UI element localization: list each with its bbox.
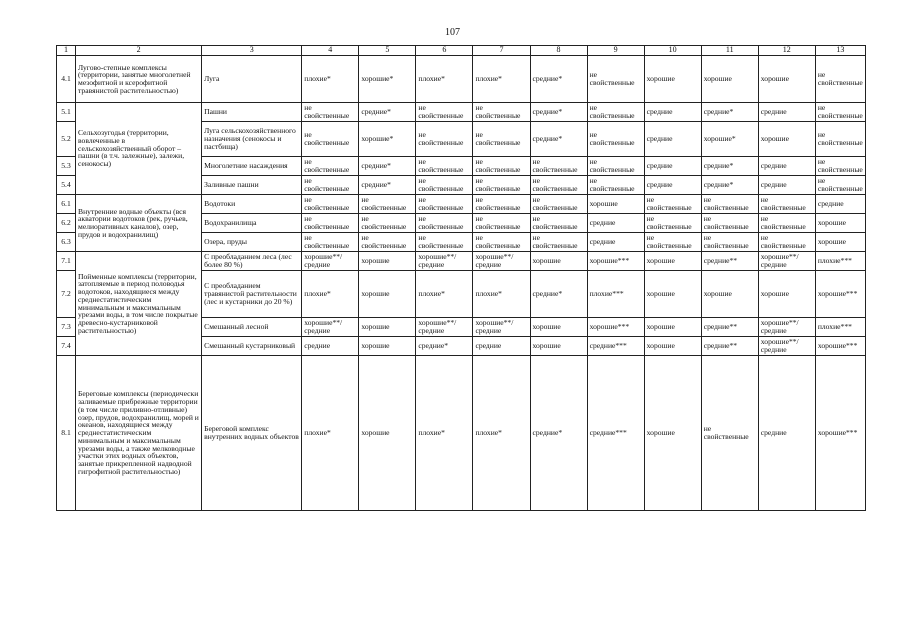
- rating-cell: средние*: [359, 157, 416, 176]
- rating-cell: хорошие: [815, 214, 865, 233]
- complex-group-cell: Береговые комплексы (периодически заливаемые прибрежные территории (в том числе приливно-отливные) озер, прудов, водохранилищ, морей и океанов, находящиеся между среднестатистическим минимальным и максимальным урезами воды, а также мелководные участки этих водных объектов, занятые прикрепленной надводной гигрофитной растительностью): [76, 356, 202, 511]
- header-row: [57, 46, 866, 56]
- rating-cell: хорошие*: [701, 122, 758, 157]
- rating-cell: хорошие**/ средние: [416, 318, 473, 337]
- habitat-type-cell: Луга сельскохозяйственного назначения (сенокосы и пастбища): [202, 122, 302, 157]
- habitat-type-cell: Луга: [202, 56, 302, 103]
- row-number: 7.3: [57, 318, 76, 337]
- rating-cell: не свойственные: [302, 176, 359, 195]
- rating-cell: средние*: [530, 56, 587, 103]
- rating-cell: хорошие: [530, 252, 587, 271]
- row-number: 5.4: [57, 176, 76, 195]
- rating-cell: не свойственные: [644, 195, 701, 214]
- table-row: [57, 356, 866, 511]
- rating-cell: не свойственные: [758, 195, 815, 214]
- rating-cell: не свойственные: [302, 103, 359, 122]
- rating-cell: хорошие: [815, 233, 865, 252]
- col-header: 1: [57, 46, 76, 56]
- row-number: 5.3: [57, 157, 76, 176]
- rating-cell: средние: [587, 214, 644, 233]
- rating-cell: хорошие: [530, 337, 587, 356]
- rating-cell: не свойственные: [416, 157, 473, 176]
- rating-cell: не свойственные: [701, 195, 758, 214]
- rating-cell: средние: [758, 103, 815, 122]
- row-number: 7.1: [57, 252, 76, 271]
- rating-cell: хорошие: [359, 318, 416, 337]
- habitat-type-cell: Пашни: [202, 103, 302, 122]
- rating-cell: средние**: [701, 337, 758, 356]
- row-number: 7.4: [57, 337, 76, 356]
- habitat-type-cell: Многолетние насаждения: [202, 157, 302, 176]
- rating-cell: средние*: [530, 271, 587, 318]
- rating-cell: хорошие: [644, 252, 701, 271]
- rating-cell: плохие*: [473, 56, 530, 103]
- rating-cell: не свойственные: [416, 195, 473, 214]
- rating-cell: не свойственные: [473, 122, 530, 157]
- col-header: 5: [359, 46, 416, 56]
- table-row: [57, 195, 866, 214]
- row-number: 4.1: [57, 56, 76, 103]
- row-number: 6.2: [57, 214, 76, 233]
- habitat-type-cell: Заливные пашни: [202, 176, 302, 195]
- rating-cell: хорошие: [644, 337, 701, 356]
- rating-cell: средние: [644, 176, 701, 195]
- rating-cell: не свойственные: [587, 176, 644, 195]
- rating-cell: плохие*: [416, 271, 473, 318]
- habitat-type-cell: Водохранилища: [202, 214, 302, 233]
- rating-cell: не свойственные: [758, 233, 815, 252]
- rating-cell: средние: [758, 176, 815, 195]
- rating-cell: не свойственные: [587, 56, 644, 103]
- rating-cell: хорошие: [758, 122, 815, 157]
- rating-cell: хорошие*: [359, 122, 416, 157]
- rating-cell: не свойственные: [473, 214, 530, 233]
- col-header: 8: [530, 46, 587, 56]
- rating-cell: хорошие***: [815, 337, 865, 356]
- rating-cell: хорошие: [359, 252, 416, 271]
- row-number: 8.1: [57, 356, 76, 511]
- rating-cell: хорошие: [701, 271, 758, 318]
- rating-cell: средние: [587, 233, 644, 252]
- habitat-type-cell: Озера, пруды: [202, 233, 302, 252]
- habitat-type-cell: Водотоки: [202, 195, 302, 214]
- rating-cell: не свойственные: [473, 233, 530, 252]
- rating-cell: средние*: [701, 103, 758, 122]
- rating-cell: средние*: [416, 337, 473, 356]
- rating-cell: не свойственные: [416, 214, 473, 233]
- rating-cell: не свойственные: [473, 103, 530, 122]
- rating-cell: не свойственные: [644, 233, 701, 252]
- rating-cell: не свойственные: [701, 356, 758, 511]
- rating-cell: не свойственные: [587, 122, 644, 157]
- rating-cell: средние: [644, 122, 701, 157]
- row-number: 6.3: [57, 233, 76, 252]
- rating-cell: не свойственные: [530, 176, 587, 195]
- rating-cell: средние: [644, 157, 701, 176]
- rating-cell: средние*: [701, 176, 758, 195]
- rating-cell: не свойственные: [815, 122, 865, 157]
- habitat-type-cell: С преобладанием травянистой растительности (лес и кустарники до 20 %): [202, 271, 302, 318]
- rating-cell: средние: [644, 103, 701, 122]
- col-header: 4: [302, 46, 359, 56]
- row-number: 7.2: [57, 271, 76, 318]
- rating-cell: плохие*: [473, 356, 530, 511]
- rating-cell: средние*: [359, 103, 416, 122]
- rating-cell: не свойственные: [815, 176, 865, 195]
- habitat-type-cell: Береговой комплекс внутренних водных объектов: [202, 356, 302, 511]
- rating-cell: не свойственные: [701, 233, 758, 252]
- rating-cell: средние: [758, 157, 815, 176]
- rating-cell: хорошие: [644, 271, 701, 318]
- rating-cell: не свойственные: [359, 214, 416, 233]
- rating-cell: средние*: [359, 176, 416, 195]
- rating-cell: не свойственные: [302, 214, 359, 233]
- rating-cell: не свойственные: [416, 233, 473, 252]
- rating-cell: хорошие: [758, 56, 815, 103]
- rating-cell: не свойственные: [359, 195, 416, 214]
- rating-cell: хорошие**/ средние: [758, 252, 815, 271]
- rating-cell: хорошие***: [815, 271, 865, 318]
- row-number: 6.1: [57, 195, 76, 214]
- rating-cell: плохие*: [416, 56, 473, 103]
- rating-cell: хорошие: [359, 337, 416, 356]
- rating-cell: хорошие: [359, 271, 416, 318]
- rating-cell: средние**: [701, 318, 758, 337]
- rating-cell: хорошие**/ средние: [302, 318, 359, 337]
- rating-cell: средние*: [530, 122, 587, 157]
- rating-cell: хорошие: [587, 195, 644, 214]
- rating-cell: средние***: [587, 356, 644, 511]
- rating-cell: не свойственные: [416, 103, 473, 122]
- rating-cell: средние: [758, 356, 815, 511]
- complex-group-cell: Сельхозугодья (территории, вовлеченные в сельскохозяйственный оборот – пашни (в т.ч. залежные), залежи, сенокосы): [76, 103, 202, 195]
- rating-cell: хорошие***: [815, 356, 865, 511]
- row-number: 5.2: [57, 122, 76, 157]
- rating-cell: не свойственные: [644, 214, 701, 233]
- col-header: 6: [416, 46, 473, 56]
- col-header: 11: [701, 46, 758, 56]
- rating-cell: хорошие**/ средние: [473, 252, 530, 271]
- rating-cell: не свойственные: [473, 176, 530, 195]
- rating-cell: средние**: [701, 252, 758, 271]
- rating-cell: хорошие***: [587, 318, 644, 337]
- rating-cell: не свойственные: [530, 157, 587, 176]
- rating-cell: хорошие: [644, 318, 701, 337]
- col-header: 9: [587, 46, 644, 56]
- rating-cell: плохие*: [302, 56, 359, 103]
- rating-cell: хорошие**/ средние: [473, 318, 530, 337]
- rating-cell: плохие***: [815, 318, 865, 337]
- rating-cell: не свойственные: [758, 214, 815, 233]
- rating-cell: не свойственные: [815, 157, 865, 176]
- rating-cell: плохие***: [587, 271, 644, 318]
- rating-cell: не свойственные: [302, 195, 359, 214]
- rating-cell: не свойственные: [359, 233, 416, 252]
- rating-cell: средние: [302, 337, 359, 356]
- col-header: 10: [644, 46, 701, 56]
- rating-cell: не свойственные: [587, 103, 644, 122]
- col-header: 12: [758, 46, 815, 56]
- rating-cell: средние*: [530, 356, 587, 511]
- complex-group-cell: Пойменные комплексы (территории, затопляемые в период половодья водотоков, находящиеся между среднестатистическим минимальным и максимальным урезами воды, в том числе покрытые древесно-кустарниковой растительностью): [76, 252, 202, 356]
- rating-cell: плохие*: [473, 271, 530, 318]
- rating-cell: плохие***: [815, 252, 865, 271]
- rating-cell: средние: [815, 195, 865, 214]
- table-row: [57, 56, 866, 103]
- table-row: [57, 252, 866, 271]
- page-number: 107: [445, 27, 460, 38]
- assessment-table: [56, 45, 866, 511]
- rating-cell: хорошие**/ средние: [416, 252, 473, 271]
- rating-cell: хорошие*: [359, 56, 416, 103]
- rating-cell: средние: [473, 337, 530, 356]
- complex-group-cell: Лугово-степные комплексы (территории, занятые многолетней мезофитной и ксерофитной травянистой растительностью): [76, 56, 202, 103]
- rating-cell: плохие*: [416, 356, 473, 511]
- rating-cell: не свойственные: [587, 157, 644, 176]
- rating-cell: не свойственные: [473, 157, 530, 176]
- rating-cell: не свойственные: [530, 233, 587, 252]
- rating-cell: плохие*: [302, 271, 359, 318]
- col-header: 7: [473, 46, 530, 56]
- rating-cell: хорошие: [359, 356, 416, 511]
- col-header: 13: [815, 46, 865, 56]
- col-header: 3: [202, 46, 302, 56]
- rating-cell: хорошие**/ средние: [758, 318, 815, 337]
- rating-cell: не свойственные: [815, 103, 865, 122]
- rating-cell: хорошие: [644, 356, 701, 511]
- rating-cell: не свойственные: [302, 122, 359, 157]
- rating-cell: хорошие**/ средние: [302, 252, 359, 271]
- rating-cell: хорошие: [530, 318, 587, 337]
- rating-cell: не свойственные: [302, 157, 359, 176]
- rating-cell: плохие*: [302, 356, 359, 511]
- rating-cell: не свойственные: [473, 195, 530, 214]
- rating-cell: средние*: [701, 157, 758, 176]
- habitat-type-cell: Смешанный кустарниковый: [202, 337, 302, 356]
- habitat-type-cell: Смешанный лесной: [202, 318, 302, 337]
- rating-cell: средние***: [587, 337, 644, 356]
- rating-cell: не свойственные: [530, 195, 587, 214]
- rating-cell: хорошие: [701, 56, 758, 103]
- complex-group-cell: Внутренние водные объекты (вся акватории водотоков (рек, ручьев, мелиоративных каналов), озер, прудов и водохранилищ): [76, 195, 202, 252]
- rating-cell: не свойственные: [302, 233, 359, 252]
- rating-cell: хорошие: [758, 271, 815, 318]
- rating-cell: хорошие**/ средние: [758, 337, 815, 356]
- rating-cell: хорошие: [644, 56, 701, 103]
- rating-cell: не свойственные: [815, 56, 865, 103]
- table-row: [57, 103, 866, 122]
- habitat-type-cell: С преобладанием леса (лес более 80 %): [202, 252, 302, 271]
- col-header: 2: [76, 46, 202, 56]
- rating-cell: не свойственные: [701, 214, 758, 233]
- rating-cell: не свойственные: [416, 122, 473, 157]
- rating-cell: хорошие***: [587, 252, 644, 271]
- rating-cell: средние*: [530, 103, 587, 122]
- rating-cell: не свойственные: [530, 214, 587, 233]
- rating-cell: не свойственные: [416, 176, 473, 195]
- row-number: 5.1: [57, 103, 76, 122]
